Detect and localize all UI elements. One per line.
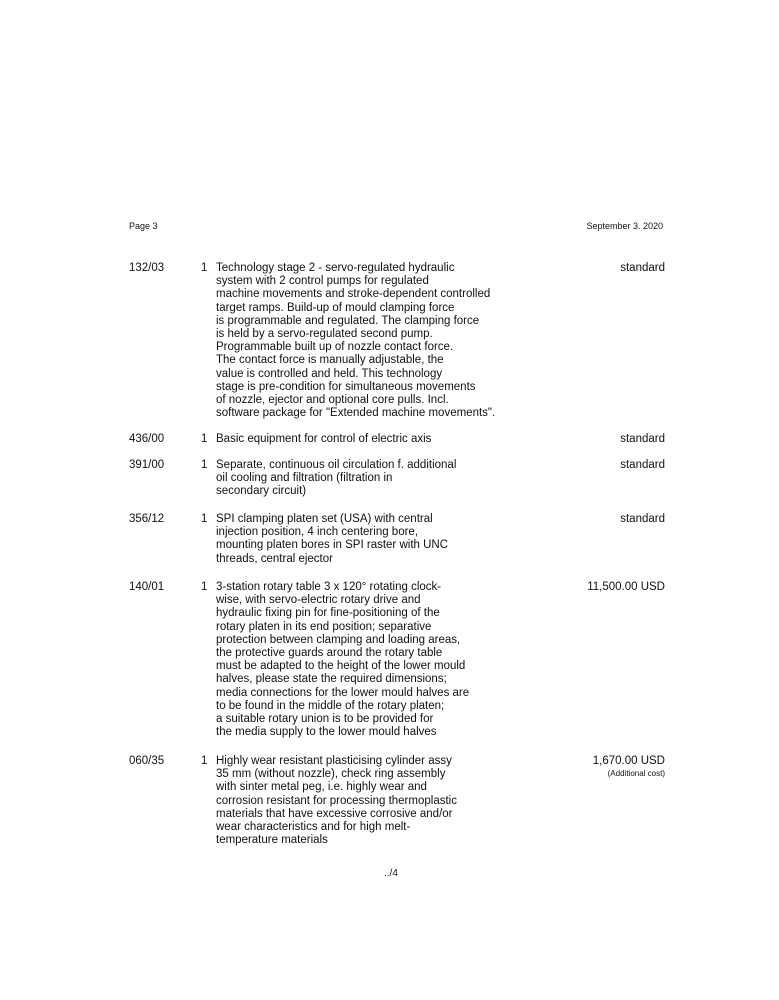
- description-line: value is controlled and held. This technology: [216, 367, 443, 380]
- description-line: Technology stage 2 - servo-regulated hydraulic: [216, 262, 455, 274]
- item-code: 356/12: [129, 513, 165, 525]
- item-description: [216, 755, 506, 847]
- item-description: [216, 459, 506, 499]
- description-line: The contact force is manually adjustable, the: [216, 354, 444, 367]
- price-value: standard: [620, 513, 665, 525]
- description-line: of nozzle, ejector and optional core pulls. Incl.: [216, 394, 449, 407]
- item-description: [216, 513, 506, 566]
- description-line: wise, with servo-electric rotary drive and: [216, 594, 421, 607]
- description-line: system with 2 control pumps for regulated: [216, 275, 429, 288]
- description-line: is programmable and regulated. The clamping force: [216, 314, 480, 327]
- description-line: rotary platen in its end position; separative: [216, 620, 432, 633]
- item-quantity: 1: [201, 513, 208, 525]
- item-price: [593, 755, 665, 779]
- description-line: 3-station rotary table 3 x 120° rotating clock-: [216, 581, 442, 593]
- document-date: September 3. 2020: [586, 221, 663, 231]
- item-description: [216, 433, 506, 446]
- item-code: 132/03: [129, 262, 165, 274]
- description-line: SPI clamping platen set (USA) with central: [216, 513, 433, 525]
- description-line: target ramps. Build-up of mould clamping force: [216, 301, 455, 314]
- description-line: 35 mm (without nozzle), check ring assembly: [216, 768, 446, 781]
- description-line: mounting platen bores in SPI raster with UNC: [216, 539, 449, 552]
- description-line: with sinter metal peg, i.e. highly wear and: [216, 781, 427, 794]
- item-code: 140/01: [129, 581, 165, 593]
- item-quantity: 1: [201, 581, 208, 593]
- continuation-marker: ../4: [384, 868, 398, 879]
- description-line: materials that have excessive corrosive and/or: [216, 807, 453, 820]
- item-quantity: 1: [201, 459, 208, 471]
- item-quantity: 1: [201, 755, 208, 767]
- description-line: must be adapted to the height of the lower mould: [216, 660, 466, 673]
- description-line: is held by a servo-regulated second pump.: [216, 328, 433, 341]
- description-line: secondary circuit): [216, 485, 307, 498]
- description-line: threads, central ejector: [216, 552, 333, 565]
- item-code: 391/00: [129, 459, 165, 471]
- item-price: [587, 581, 665, 594]
- line-item: [127, 755, 665, 855]
- price-value: 1,670.00 USD: [592, 755, 665, 767]
- page-number-label: Page 3: [129, 221, 158, 231]
- description-line: to be found in the middle of the rotary platen;: [216, 699, 445, 712]
- description-line: protection between clamping and loading areas,: [216, 633, 461, 646]
- description-line: hydraulic fixing pin for fine-positioning of the: [216, 607, 440, 620]
- line-items-list: [127, 262, 665, 855]
- item-quantity: 1: [201, 262, 208, 274]
- item-price: [620, 513, 665, 526]
- description-line: software package for "Extended machine movements".: [216, 407, 496, 420]
- description-line: the media supply to the lower mould halves: [216, 726, 437, 739]
- item-code: 436/00: [129, 433, 165, 445]
- line-item: [127, 433, 665, 459]
- description-line: a suitable rotary union is to be provided for: [216, 713, 434, 726]
- item-description: [216, 262, 506, 420]
- description-line: Highly wear resistant plasticising cylinder assy: [216, 755, 452, 767]
- description-line: Basic equipment for control of electric axis: [216, 433, 432, 445]
- item-code: 060/35: [129, 755, 165, 767]
- description-line: temperature materials: [216, 834, 328, 847]
- description-line: injection position, 4 inch centering bore,: [216, 526, 419, 539]
- price-value: standard: [620, 433, 665, 445]
- price-value: 11,500.00 USD: [587, 581, 665, 593]
- line-item: [127, 513, 665, 581]
- price-value: standard: [620, 459, 665, 471]
- item-price: [620, 262, 665, 275]
- line-item: [127, 262, 665, 433]
- description-line: wear characteristics and for high melt-: [216, 821, 411, 834]
- price-note: (Additional cost): [607, 769, 665, 779]
- line-item: [127, 459, 665, 513]
- item-price: [620, 433, 665, 446]
- description-line: halves, please state the required dimensions;: [216, 673, 447, 686]
- description-line: oil cooling and filtration (filtration in: [216, 472, 393, 485]
- description-line: corrosion resistant for processing thermoplastic: [216, 794, 457, 807]
- item-quantity: 1: [201, 433, 208, 445]
- price-value: standard: [620, 262, 665, 274]
- line-item: [127, 581, 665, 755]
- item-description: [216, 581, 506, 739]
- description-line: stage is pre-condition for simultaneous movements: [216, 380, 476, 393]
- description-line: machine movements and stroke-dependent controlled: [216, 288, 491, 301]
- description-line: media connections for the lower mould halves are: [216, 686, 470, 699]
- item-price: [620, 459, 665, 472]
- description-line: Programmable built up of nozzle contact force.: [216, 341, 454, 354]
- description-line: the protective guards around the rotary table: [216, 647, 443, 660]
- description-line: Separate, continuous oil circulation f. additional: [216, 459, 457, 471]
